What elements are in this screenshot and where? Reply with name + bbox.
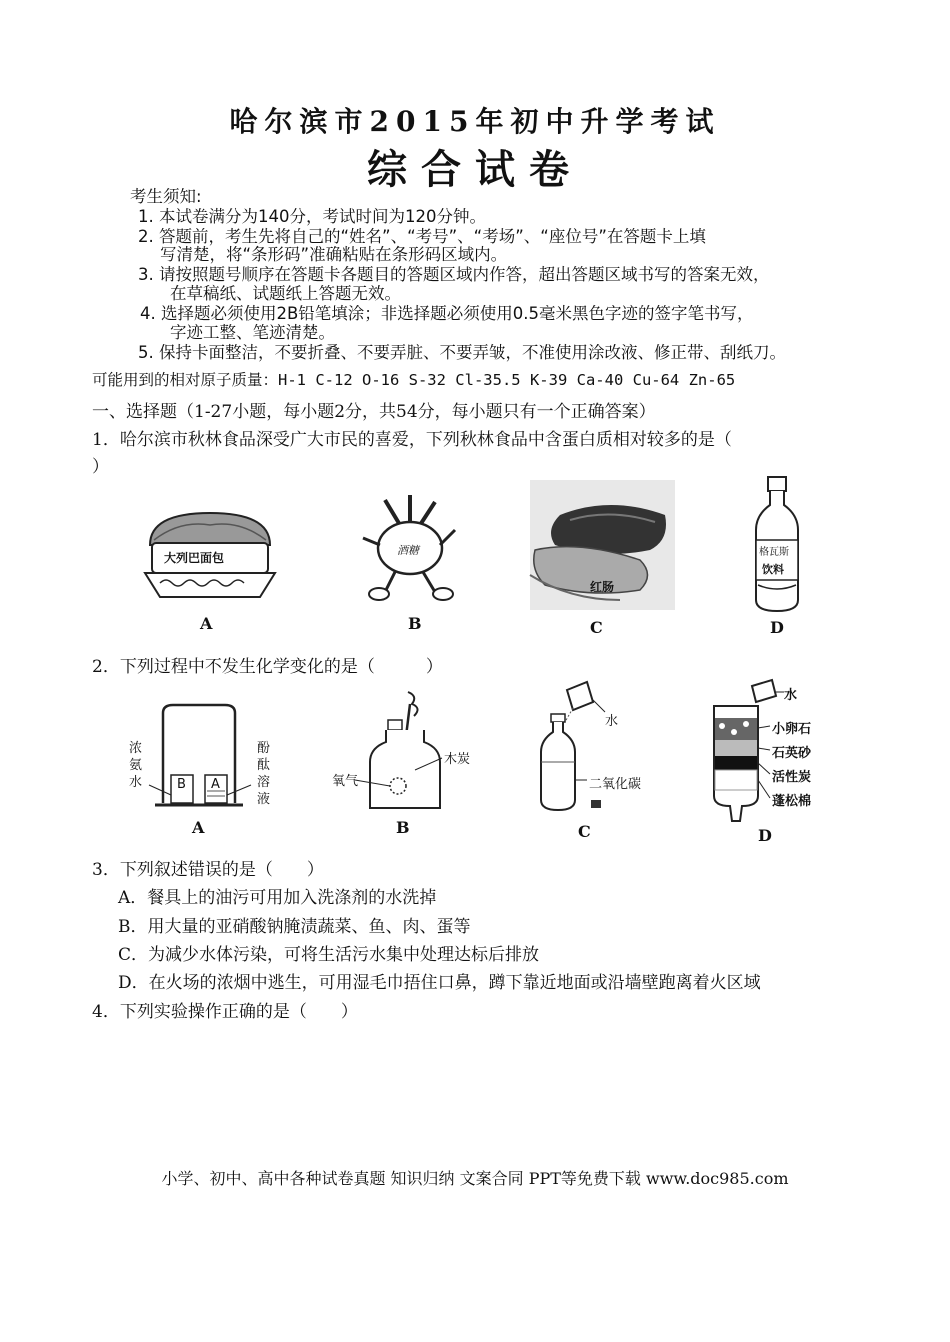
notice-item: 5. 保持卡面整洁，不要折叠、不要弄脏、不要弄皱，不准使用涂改液、修正带、刮纸刀。 bbox=[138, 343, 786, 362]
option-label-c: C bbox=[590, 618, 603, 637]
question-2-stem: 2．下列过程中不发生化学变化的是（ ） bbox=[92, 657, 443, 677]
q2-option-label-a: A bbox=[192, 818, 205, 837]
charcoal-label: 木炭 bbox=[444, 752, 471, 767]
water-filter-image bbox=[710, 676, 840, 826]
co2-label: 二氧化碳 bbox=[589, 777, 642, 792]
charcoal-combustion-image bbox=[330, 690, 480, 815]
candy-mascot-image bbox=[355, 490, 465, 605]
question-3-option-c: C．为减少水体污染，可将生活污水集中处理达标后排放 bbox=[118, 945, 540, 965]
label-concentrated: 浓 bbox=[129, 741, 143, 756]
beaker-b-label: B bbox=[177, 777, 186, 792]
notice-item: 4. 选择题必须使用2B铅笔填涂；非选择题必须使用0.5毫米黑色字迹的签字笔书写， bbox=[140, 304, 754, 323]
water-label: 水 bbox=[605, 714, 619, 729]
section-heading: 一、选择题（1-27小题，每小题2分，共54分，每小题只有一个正确答案） bbox=[92, 402, 656, 422]
drink-bottle-image bbox=[750, 475, 805, 615]
exam-title: 哈尔滨市2015年初中升学考试 bbox=[229, 105, 721, 138]
co2-bottle-image bbox=[535, 680, 655, 820]
notice-item: 字迹工整、笔迹清楚。 bbox=[170, 323, 335, 342]
sausage-label: 红肠 bbox=[590, 580, 615, 594]
beaker-a-label: A bbox=[211, 777, 220, 792]
label-phenol: 酚 bbox=[257, 741, 271, 756]
drink-label-2: 饮料 bbox=[762, 563, 784, 576]
notice-item: 1. 本试卷满分为140分，考试时间为120分钟。 bbox=[138, 207, 486, 226]
question-4-stem: 4．下列实验操作正确的是（ ） bbox=[92, 1002, 358, 1022]
label-phthalein: 酞 bbox=[257, 758, 271, 773]
question-3-option-d: D．在火场的浓烟中逃生，可用湿毛巾捂住口鼻，蹲下靠近地面或沿墙壁跑离着火区域 bbox=[118, 973, 761, 993]
q2-option-label-b: B bbox=[396, 818, 410, 837]
candy-label: 酒糖 bbox=[397, 544, 419, 557]
question-3-option-b: B．用大量的亚硝酸钠腌渍蔬菜、鱼、肉、蛋等 bbox=[118, 917, 471, 937]
label-ammonia: 氨 bbox=[129, 758, 143, 773]
question-1-stem-end: ） bbox=[92, 457, 109, 477]
option-label-b: B bbox=[408, 614, 422, 633]
footer-text: 小学、初中、高中各种试卷真题 知识归纳 文案合同 PPT等免费下载 www.doc985.com bbox=[161, 1169, 789, 1188]
label-solution: 溶 bbox=[257, 775, 271, 790]
sausage-image bbox=[530, 480, 675, 610]
option-label-a: A bbox=[200, 614, 213, 633]
question-1-stem: 1．哈尔滨市秋林食品深受广大市民的喜爱，下列秋林食品中含蛋白质相对较多的是（ bbox=[92, 430, 732, 450]
notice-item: 写清楚，将“条形码”准确粘贴在条形码区域内。 bbox=[160, 245, 508, 264]
bread-label: 大列巴面包 bbox=[164, 551, 225, 565]
activated-carbon-label: 活性炭 bbox=[772, 770, 812, 785]
quartz-sand-label: 石英砂 bbox=[772, 746, 812, 761]
drink-label-1: 格瓦斯 bbox=[759, 547, 789, 558]
atomic-mass-line: 可能用到的相对原子质量：H-1 C-12 O-16 S-32 Cl-35.5 K-39 Ca-40 Cu-64 Zn-65 bbox=[92, 371, 736, 389]
pebble-label: 小卵石 bbox=[772, 722, 812, 737]
notice-item: 2. 答题前，考生先将自己的“姓名”、“考号”、“考场”、“座位号”在答题卡上填 bbox=[138, 227, 706, 246]
oxygen-label: 氧气 bbox=[332, 774, 359, 789]
question-3-option-a: A．餐具上的油污可用加入洗涤剂的水洗掉 bbox=[118, 888, 437, 908]
notice-heading: 考生须知: bbox=[130, 187, 202, 206]
question-3-stem: 3．下列叙述错误的是（ ） bbox=[92, 860, 324, 880]
q2-option-label-c: C bbox=[578, 822, 591, 841]
bread-image bbox=[140, 505, 280, 600]
label-liquid: 液 bbox=[257, 792, 271, 807]
label-water: 水 bbox=[129, 775, 143, 790]
cotton-label: 蓬松棉 bbox=[772, 794, 812, 809]
q2-option-label-d: D bbox=[758, 826, 772, 845]
filter-water-label: 水 bbox=[784, 688, 798, 703]
ammonia-experiment-image bbox=[125, 703, 275, 813]
option-label-d: D bbox=[770, 618, 784, 637]
notice-item: 在草稿纸、试题纸上答题无效。 bbox=[170, 284, 401, 303]
exam-subtitle: 综合试卷 bbox=[367, 147, 583, 193]
notice-item: 3. 请按照题号顺序在答题卡各题目的答题区域内作答，超出答题区域书写的答案无效， bbox=[138, 265, 770, 284]
